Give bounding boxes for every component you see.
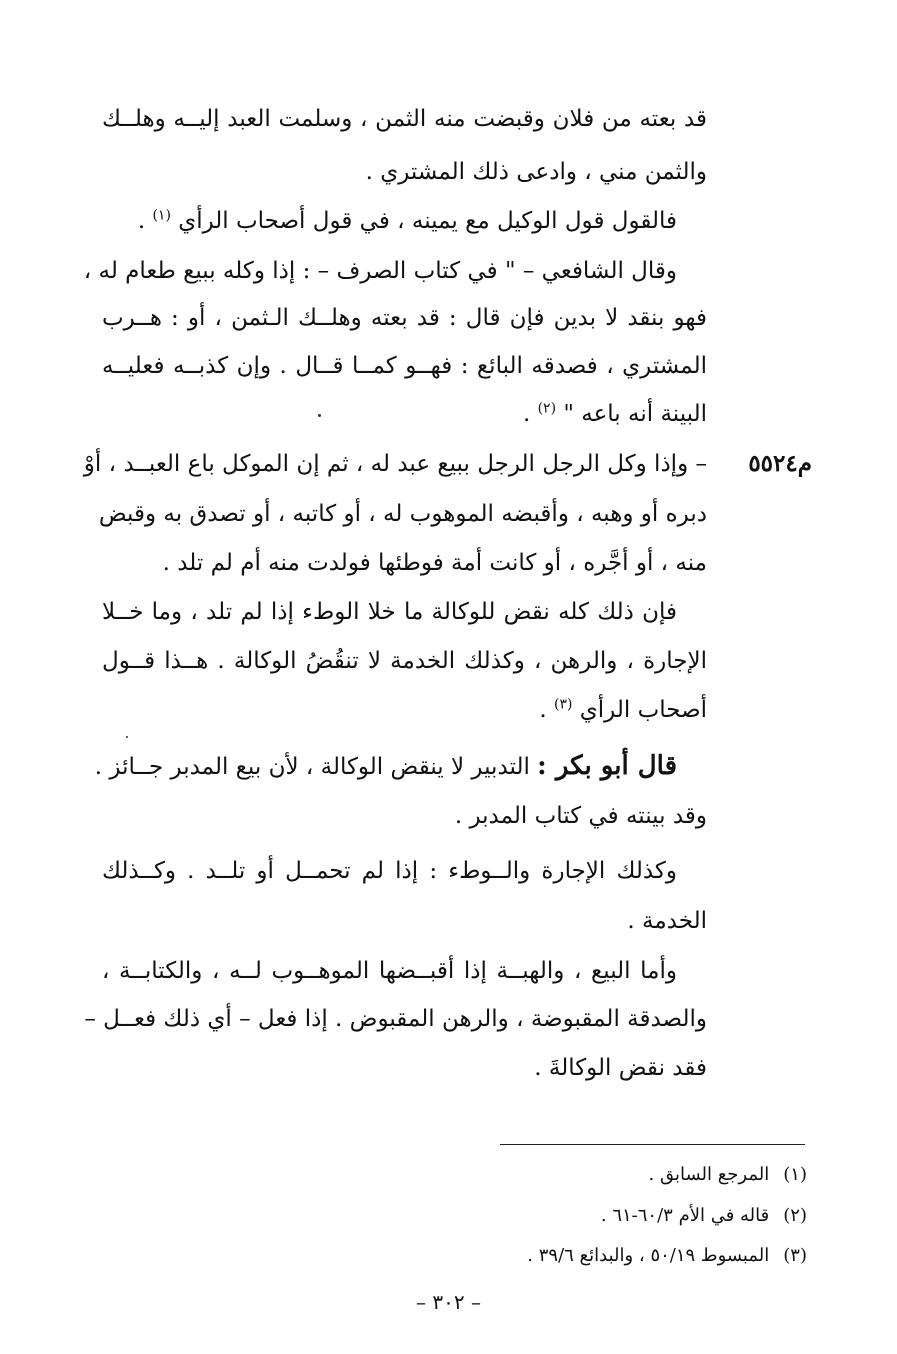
text-line: قد بعته من فلان وقبضت منه الثمن ، وسلمت العبد إليــه وهلــك — [102, 106, 707, 132]
text-line: – وإذا وكل الرجل الرجل ببيع عبد له ، ثم إن الموكل باع العبــد ، أوْ — [83, 451, 707, 477]
text-line — [94, 750, 677, 783]
footnote-text: المبسوط ٥٠/١٩ ، والبدائع ٣٩/٦ . — [527, 1245, 770, 1266]
text-line: وقد بينته في كتاب المدبر . — [454, 803, 707, 829]
text-run: التدبير لا ينقض الوكالة ، لأن بيع المدبر جــائز . — [94, 754, 530, 780]
footnote-separator — [500, 1144, 805, 1145]
text-run: . — [137, 208, 153, 234]
text-line: وقال الشافعي – " في كتاب الصرف – : إذا وكله ببيع طعام له ، — [83, 258, 677, 284]
footnote-marker: (٢) — [537, 400, 557, 417]
text-line — [102, 398, 707, 430]
text-line — [102, 694, 707, 726]
text-run: . — [522, 401, 538, 427]
footnote-marker: (٣) — [554, 696, 573, 713]
text-line: وكذلك الإجارة والــوطء : إذا لم تحمــل أو تلــد . وكــذلك — [102, 858, 677, 884]
footnote-text: المرجع السابق . — [648, 1164, 770, 1185]
text-line: المشتري ، فصدقه البائع : فهــو كمــا قــال . وإن كذبــه فعليــه — [102, 353, 707, 379]
text-run: أصحاب الرأي — [579, 697, 707, 723]
text-line: منه ، أو أجَّره ، أو كانت أمة فوطئها فولدت منه أم لم تلد . — [162, 550, 707, 576]
footnote-mark: (٣) — [783, 1245, 807, 1266]
footnote — [601, 1203, 807, 1229]
footnote-mark: (٢) — [783, 1205, 807, 1226]
text-line: فإن ذلك كله نقض للوكالة ما خلا الوطء إذا لم تلد ، وما خــلا — [102, 599, 677, 625]
footnote — [649, 1162, 807, 1188]
text-line: والثمن مني ، وادعى ذلك المشتري . — [365, 159, 707, 185]
scan-speck — [126, 736, 128, 738]
footnote-text: قاله في الأم ٦٠/٣-٦١ . — [600, 1205, 770, 1226]
footnote-marker: (١) — [152, 207, 171, 224]
footnote — [527, 1243, 807, 1269]
text-line: الإجارة ، والرهن ، وكذلك الخدمة لا تنقُضُ الوكالة . هــذا قــول — [102, 648, 707, 674]
text-run: . — [539, 697, 554, 723]
text-line — [102, 205, 677, 237]
text-run: فالقول قول الوكيل مع يمينه ، في قول أصحاب الرأي — [178, 208, 677, 234]
text-line: فقد نقض الوكالةَ . — [534, 1055, 707, 1081]
speaker-lead: قال أبو بكر : — [537, 751, 677, 781]
page-number: – ٣٠٢ – — [416, 1290, 481, 1314]
text-line: فهو بنقد لا بدين فإن قال : قد بعته وهلــك الـثمن ، أو : هــرب — [102, 305, 707, 331]
footnote-mark: (١) — [783, 1164, 807, 1185]
text-line: وأما البيع ، والهبــة إذا أقبــضها الموهــوب لــه ، والكتابــة ، — [102, 958, 677, 984]
issue-number: م٥٥٢٤ — [748, 450, 812, 477]
text-line: دبره أو وهبه ، وأقبضه الموهوب له ، أو كاتبه ، أو تصدق به وقبض — [98, 501, 707, 527]
text-run: البينة أنه باعه " — [563, 401, 707, 427]
scan-speck — [318, 414, 321, 417]
text-line: والصدقة المقبوضة ، والرهن المقبوض . إذا فعل – أي ذلك فعــل – — [84, 1006, 707, 1032]
text-line: الخدمة . — [627, 908, 707, 934]
